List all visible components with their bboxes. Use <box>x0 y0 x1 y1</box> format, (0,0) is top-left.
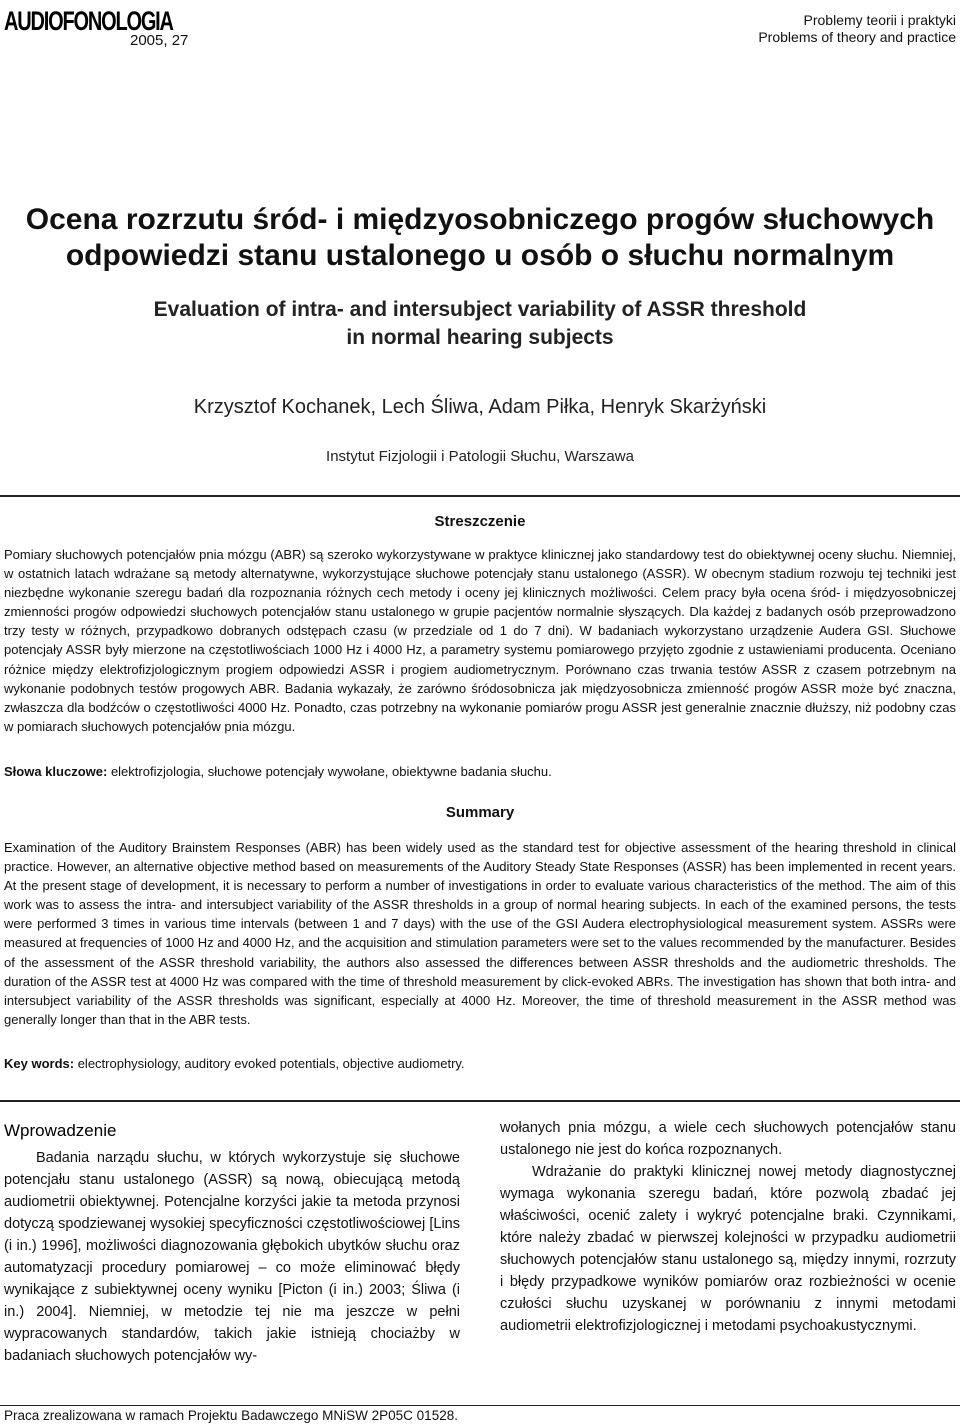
keywords-en <box>4 1054 956 1073</box>
authors: Krzysztof Kochanek, Lech Śliwa, Adam Piłka, Henryk Skarżyński <box>193 396 767 418</box>
footnote: Praca zrealizowana w ramach Projektu Badawczego MNiSW 2P05C 01528. <box>4 1408 458 1423</box>
intro-left-paragraph: Badania narządu słuchu, w których wykorzystuje się słuchowe potencjału stanu ustalonego (ASSR) są nową, obiecującą metodą audiometrii obiektywnej. Potencjalne korzyści jakie ta metoda przynosi dotyczą spodziewanej wysokiej specyficzności częstotliwościowej [Lins (i in.) 1996], możliwości diagnozowania głębokich ubytków słuchu oraz automatyzacji procedury pomiarowej – co może eliminować błędy wynikające z subiektywnej oceny wyniku [Picton (i in.) 2003; Śliwa (i in.) 2004]. Niemniej, w metodzie tej nie ma jeszcze w pełni wypracowanych standardów, takich jakie istnieją chociażby w badaniach słuchowych potencjałów wy- <box>4 1150 460 1364</box>
keywords-en-list: electrophysiology, auditory evoked potentials, objective audiometry. <box>77 1056 465 1071</box>
title-pl-line-1: Ocena rozrzutu śród- i międzyosobniczego progów słuchowych <box>25 203 935 236</box>
title-en-line-2: in normal hearing subjects <box>346 326 614 349</box>
keywords-en-label: Key words: <box>4 1056 75 1071</box>
title-en-line-1: Evaluation of intra- and intersubject variability of ASSR threshold <box>153 298 807 321</box>
intro-heading: Wprowadzenie <box>4 1121 117 1140</box>
streszczenie-text: Pomiary słuchowych potencjałów pnia mózgu (ABR) są szeroko wykorzystywane w praktyce klinicznej jako standardowy test do obiektywnej oceny słuchu. Niemniej, w ostatnich latach wdrażane są metody alternatywne, wykorzystujące słuchowe potencjały stanu ustalonego (ASSR). W obecnym stadium rozwoju tej techniki jest niezbędne wykonanie szeregu badań dla rozpoznania różnych cech metody i oceny jej klinicznych możliwości. Celem pracy była ocena śród- i międzyosobniczej zmienności progów odpowiedzi słuchowych potencjałów stanu ustalonego w grupie pacjentów normalnie słyszących. Dla każdej z badanych osób przeprowadzono trzy testy w różnych, przypadkowo dobranych odstępach czasu (w przedziale od 1 do 7 dni). W badaniach wykorzystano urządzenie Audera GSI. Słuchowe potencjały ASSR były mierzone na częstotliwościach 1000 Hz i 4000 Hz, a parametry systemu pomiarowego przyjęto zgodnie z ustawieniami producenta. Oceniano różnice między elektrofizjologicznym progiem odpowiedzi ASSR i progiem audiometrycznym. Porównano czas trwania testów ASSR z czasem potrzebnym na wykonanie podobnych testów progowych ABR. Badania wykazały, że zarówno śródosobnicza jak międzyosobnicza zmienność progów ASSR może być znaczna, zwłaszcza dla bodźców o częstotliwości 4000 Hz. Ponadto, czas potrzebny na wykonanie pomiarów progu ASSR jest generalnie znacznie dłuższy, niż podobny czas w pomiarach słuchowych potencjałów pnia mózgu. <box>4 547 956 734</box>
title-polish <box>0 202 960 274</box>
journal-issue: 2005, 27 <box>130 32 189 49</box>
affiliation: Instytut Fizjologii i Patologii Słuchu, Warszawa <box>326 448 634 465</box>
section-label-pl: Problemy teorii i praktyki <box>803 12 956 28</box>
mid-divider <box>0 1100 960 1102</box>
top-divider <box>0 495 960 497</box>
title-english <box>0 296 960 352</box>
keywords-pl-list: elektrofizjologia, słuchowe potencjały wywołane, obiektywne badania słuchu. <box>110 764 552 779</box>
keywords-pl-label: Słowa kluczowe: <box>4 764 108 779</box>
intro-right-paragraph-1: wołanych pnia mózgu, a wiele cech słuchowych potencjałów stanu ustalonego nie jest do końca rozpoznanych. <box>500 1120 956 1158</box>
section-label-en: Problems of theory and practice <box>758 29 956 45</box>
streszczenie-heading: Streszczenie <box>434 513 526 530</box>
left-column <box>4 1147 460 1367</box>
summary-heading: Summary <box>445 804 515 821</box>
journal-name: AUDIOFONOLOGIA <box>4 6 173 36</box>
intro-right-paragraph-2: Wdrażanie do praktyki klinicznej nowej metody diagnostycznej wymaga wykonania szeregu badań, które pozwolą zbadać jej właściwości, ocenić zalety i wykryć potencjalne braki. Czynnikami, które należy zbadać w pierwszej kolejności w przypadku audiometrii słuchowych potencjałów stanu ustalonego są, między innymi, rozrzuty i błędy przypadkowe wyników pomiarów oraz rozbieżności w ocenie czułości słuchu uzyskanej w porównaniu z innymi metodami audiometrii elektrofizjologicznej i metodami psychoakustycznymi. <box>500 1164 956 1334</box>
title-pl-line-2: odpowiedzi stanu ustalonego u osób o słuchu normalnym <box>65 239 895 272</box>
right-column <box>500 1117 956 1337</box>
page-header <box>0 0 960 50</box>
summary-text: Examination of the Auditory Brainstem Responses (ABR) has been widely used as the standard test for objective assessment of the hearing threshold in clinical practice. However, an alternative objective method based on measurements of the Auditory Steady State Responses (ASSR) has been implemented in recent years. At the present stage of development, it is necessary to perform a number of investigations in order to evaluate various characteristics of the method. The aim of this work was to assess the intra- and intersubject variability of the ASSR thresholds in a group of normal hearing subjects. In each of the examined persons, the tests were performed 3 times in various time intervals (between 1 and 7 days) with the use of the GSI Audera electrophysiological measurement system. ASSRs were measured at frequencies of 1000 Hz and 4000 Hz, and the acquisition and stimulation parameters were set to the values recommended by the manufacturer. Besides of the assessment of the ASSR threshold variability, the authors also assessed the differences between ASSR thresholds and the audiometric thresholds. The duration of the ASSR test at 4000 Hz was compared with the time of threshold measurement by click-evoked ABRs. The investigation has shown that both intra- and intersubject variability of the ASSR thresholds was significant, especially at 4000 Hz. Moreover, the time of threshold measurement in the ASSR method was generally longer than that in the ABR tests. <box>4 840 956 1027</box>
footnote-divider <box>0 1405 960 1406</box>
keywords-pl <box>4 762 956 781</box>
